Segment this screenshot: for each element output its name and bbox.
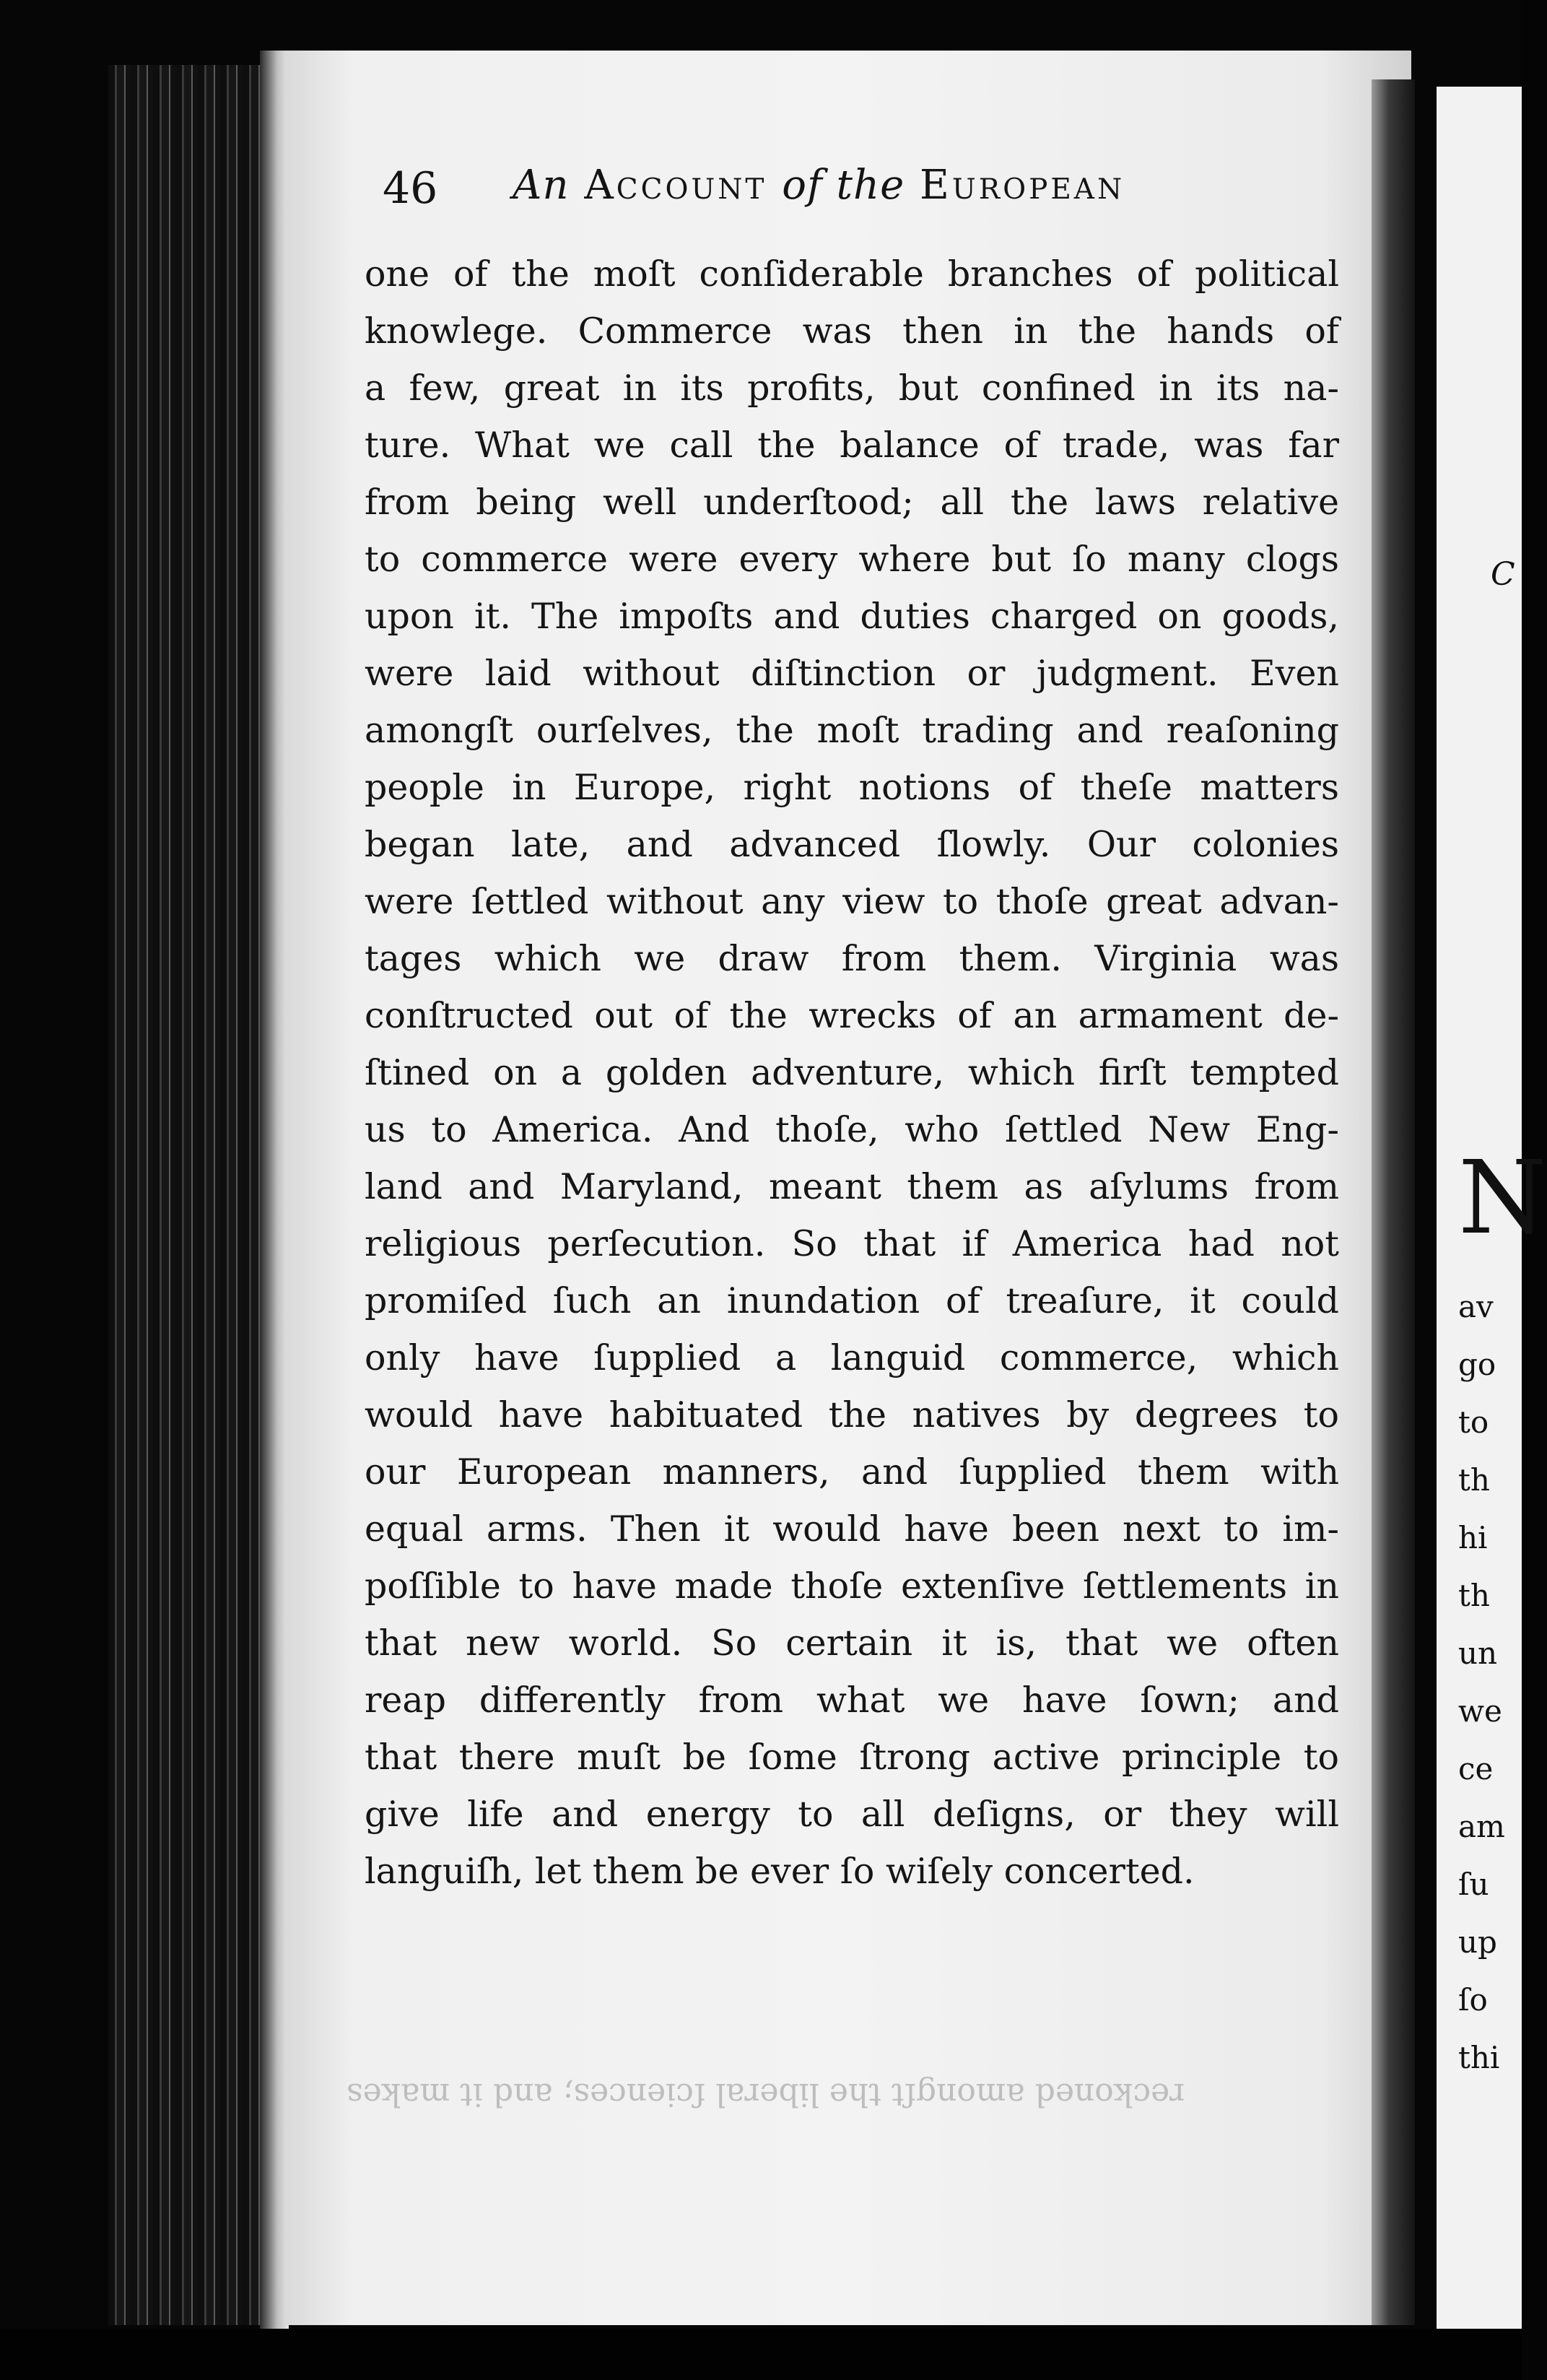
text-line: knowlege. Commerce was then in the hands of bbox=[365, 310, 1339, 352]
next-page-line-fragment: we bbox=[1458, 1693, 1502, 1729]
text-line: our European manners, and ſupplied them with bbox=[365, 1451, 1339, 1493]
text-line: land and Maryland, meant them as aſylums from bbox=[365, 1166, 1339, 1207]
page-body-text bbox=[365, 246, 1339, 1900]
next-page-line-fragment: th bbox=[1458, 1578, 1490, 1613]
text-line: tages which we draw from them. Virginia was bbox=[365, 938, 1339, 979]
text-line: upon it. The impoſts and duties charged on goods, bbox=[365, 596, 1339, 637]
next-page-line-fragment: thi bbox=[1458, 2040, 1500, 2075]
next-page-line-fragment: th bbox=[1458, 1462, 1490, 1498]
drop-cap: N bbox=[1458, 1139, 1547, 1257]
bleed-through-text: reckoned amongſt the liberal ſciences; and it makes bbox=[347, 2076, 1185, 2113]
next-page-line-fragment: av bbox=[1458, 1289, 1494, 1324]
next-page-line-fragment: hi bbox=[1458, 1520, 1488, 1555]
text-line: ſtined on a golden adventure, which firſt tempted bbox=[365, 1052, 1339, 1093]
text-line: poſſible to have made thoſe extenſive ſettlements in bbox=[365, 1565, 1339, 1607]
text-line: us to America. And thoſe, who ſettled New Eng- bbox=[365, 1109, 1339, 1150]
page-header bbox=[383, 157, 1278, 237]
binding-edge bbox=[260, 51, 289, 2332]
text-line: promiſed ſuch an inundation of treaſure, it could bbox=[365, 1280, 1339, 1321]
text-line: would have habituated the natives by degrees to bbox=[365, 1394, 1339, 1436]
next-page-line-fragment: am bbox=[1458, 1809, 1505, 1844]
page-gutter bbox=[1372, 79, 1415, 2325]
running-head-european: European bbox=[920, 162, 1125, 209]
text-line: reap differently from what we have ſown; and bbox=[365, 1680, 1339, 1721]
text-line: that there muſt be ſome ſtrong active principle to bbox=[365, 1737, 1339, 1778]
text-line-last: languiſh, let them be ever ſo wiſely concerted. bbox=[365, 1851, 1195, 1892]
text-line: ture. What we call the balance of trade, was far bbox=[365, 425, 1339, 466]
text-line: that new world. So certain it is, that we often bbox=[365, 1623, 1339, 1664]
text-line: began late, and advanced ſlowly. Our colonies bbox=[365, 824, 1339, 865]
running-head bbox=[513, 162, 1125, 209]
text-line: give life and energy to all deſigns, or they will bbox=[365, 1794, 1339, 1835]
running-head-of-the: of the bbox=[782, 162, 905, 209]
page-number: 46 bbox=[383, 163, 438, 214]
next-page-line-fragment: un bbox=[1458, 1636, 1498, 1671]
text-line: religious perſecution. So that if America had not bbox=[365, 1223, 1339, 1264]
next-page-line-fragment: to bbox=[1458, 1404, 1489, 1440]
next-page-italic-fragment: C bbox=[1491, 556, 1515, 593]
next-page-line-fragment: up bbox=[1458, 1924, 1497, 1960]
text-line: a few, great in its profits, but confined in its na- bbox=[365, 368, 1339, 409]
next-page-line-fragment: ſo bbox=[1458, 1982, 1488, 2018]
running-head-an: An bbox=[513, 162, 570, 209]
text-line: one of the moſt conſiderable branches of political bbox=[365, 253, 1339, 295]
text-line: equal arms. Then it would have been next to im- bbox=[365, 1508, 1339, 1550]
text-line: to commerce were every where but ſo many clogs bbox=[365, 539, 1339, 580]
text-line: were laid without diſtinction or judgment. Even bbox=[365, 653, 1339, 694]
running-head-account: Account bbox=[584, 162, 767, 209]
next-page-line-fragment: go bbox=[1458, 1347, 1496, 1382]
next-page-line-fragment: ce bbox=[1458, 1751, 1494, 1786]
text-line: amongſt ourſelves, the moſt trading and reaſoning bbox=[365, 710, 1339, 751]
text-line: people in Europe, right notions of theſe matters bbox=[365, 767, 1339, 808]
text-line: conſtructed out of the wrecks of an armament de- bbox=[365, 995, 1339, 1036]
text-line: only have ſupplied a languid commerce, which bbox=[365, 1337, 1339, 1378]
scan-bottom-border bbox=[0, 2329, 1522, 2380]
text-line: were ſettled without any view to thoſe great advan- bbox=[365, 881, 1339, 922]
text-line: from being well underſtood; all the laws relative bbox=[365, 482, 1339, 523]
next-page-line-fragment: ſu bbox=[1458, 1867, 1489, 1902]
